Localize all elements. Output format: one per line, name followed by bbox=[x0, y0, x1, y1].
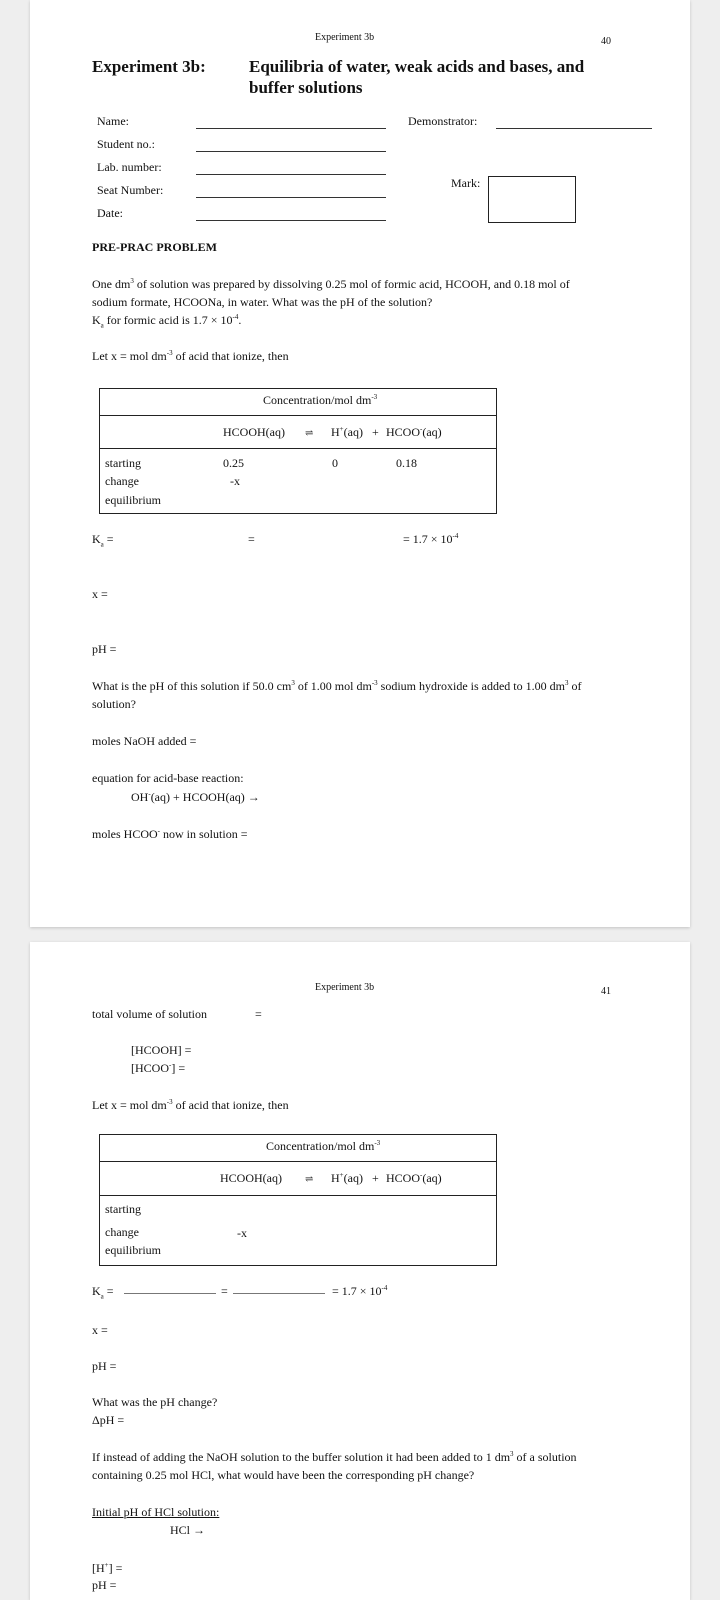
table-divider bbox=[99, 415, 497, 416]
row-label-change: change bbox=[105, 1225, 139, 1239]
start-formate-value: 0.18 bbox=[396, 456, 417, 470]
species-formate: HCOO-(aq) bbox=[386, 425, 442, 439]
page-number: 40 bbox=[601, 36, 611, 47]
species-formate: HCOO-(aq) bbox=[386, 1171, 442, 1185]
question-2-line-1: What is the pH of this solution if 50.0 $cm^3$ of 1.00 mol $dm^{-3}$ sodium hydroxide is added to 1.00 $dm^3$ of bbox=[92, 679, 582, 693]
student-no-label: Student no.: bbox=[97, 137, 156, 151]
start-h-plus-value: 0 bbox=[332, 456, 338, 470]
name-field[interactable] bbox=[196, 128, 386, 129]
question-3-line-1: If instead of adding the NaOH solution to the buffer solution it had been added to 1 $dm^3$ of a solution bbox=[92, 1450, 577, 1464]
species-hcooh: HCOOH(aq) bbox=[223, 425, 285, 439]
row-label-starting: starting bbox=[105, 1202, 141, 1216]
date-label: Date: bbox=[97, 206, 123, 220]
plus-sign: + bbox=[372, 425, 379, 439]
ka-expression: $K_a$ = bbox=[92, 1284, 114, 1301]
ph-equals: pH = bbox=[92, 1359, 117, 1373]
plus-sign: + bbox=[372, 1171, 379, 1185]
demonstrator-label: Demonstrator: bbox=[408, 114, 478, 128]
let-x-statement: Let x = mol $dm^{-3}$ of acid that ionize, then bbox=[92, 1098, 289, 1112]
lab-number-field[interactable] bbox=[196, 174, 386, 175]
ph-equals: pH = bbox=[92, 642, 117, 656]
running-header: Experiment 3b bbox=[315, 32, 375, 43]
species-hcooh: HCOOH(aq) bbox=[220, 1171, 282, 1185]
hcl-dissociation: HCl → bbox=[170, 1523, 206, 1537]
document-page-40 bbox=[30, 0, 690, 927]
mark-box[interactable] bbox=[488, 176, 576, 223]
change-hcooh-value: -x bbox=[230, 474, 240, 488]
x-equals: x = bbox=[92, 1323, 108, 1337]
equilibrium-arrow-icon: ⇌ bbox=[305, 428, 314, 439]
title-label: Experiment 3b: bbox=[92, 57, 206, 76]
student-no-field[interactable] bbox=[196, 151, 386, 152]
table-header: Concentration/mol $dm^{-3}$ bbox=[263, 393, 378, 407]
problem-line-3: $K_a$ for formic acid is $1.7 \times 10^{-4}$. bbox=[92, 313, 242, 330]
section-heading: PRE-PRAC PROBLEM bbox=[92, 240, 217, 254]
ka-expression: $K_a$ = bbox=[92, 532, 114, 549]
initial-ph-heading: Initial pH of HCl solution: bbox=[92, 1505, 220, 1519]
moles-formate-now: moles HCOO- now in solution = bbox=[92, 827, 248, 841]
problem-line-2: sodium formate, HCOONa, in water. What was the pH of the solution? bbox=[92, 295, 433, 309]
question-3-line-2: containing 0.25 mol HCl, what would have been the corresponding pH change? bbox=[92, 1468, 475, 1482]
change-hcooh-value: -x bbox=[237, 1226, 247, 1240]
ka-equals: = bbox=[248, 532, 255, 546]
question-2-line-2: solution? bbox=[92, 697, 136, 711]
title-line-1: Equilibria of water, weak acids and bases, and bbox=[249, 57, 585, 76]
final-ph: pH = bbox=[92, 1578, 117, 1592]
numerator-blank[interactable] bbox=[124, 1293, 216, 1294]
demonstrator-field[interactable] bbox=[496, 128, 652, 129]
x-equals: x = bbox=[92, 587, 108, 601]
hcooh-concentration: [HCOOH] = bbox=[131, 1043, 192, 1057]
row-label-equilibrium: equilibrium bbox=[105, 493, 161, 507]
title-line-2: buffer solutions bbox=[249, 78, 363, 97]
row-label-equilibrium: equilibrium bbox=[105, 1243, 161, 1257]
total-volume-label: total volume of solution bbox=[92, 1007, 207, 1021]
seat-number-label: Seat Number: bbox=[97, 183, 164, 197]
let-x-statement: Let x = mol $dm^{-3}$ of acid that ionize, then bbox=[92, 349, 289, 363]
running-header: Experiment 3b bbox=[315, 982, 375, 993]
reaction-equation: OH-(aq) + HCOOH(aq) → bbox=[131, 790, 260, 804]
ka-value: = $1.7 \times 10^{-4}$ bbox=[332, 1284, 388, 1298]
ka-equals: = bbox=[221, 1284, 228, 1298]
document-page-41 bbox=[30, 942, 690, 1600]
equilibrium-arrow-icon: ⇌ bbox=[305, 1174, 314, 1185]
row-label-starting: starting bbox=[105, 456, 141, 470]
table-header: Concentration/mol $dm^{-3}$ bbox=[266, 1139, 381, 1153]
problem-line-1: One $dm^3$ of solution was prepared by dissolving 0.25 mol of formic acid, HCOOH, and 0.18 mol of bbox=[92, 277, 570, 291]
equation-heading: equation for acid-base reaction: bbox=[92, 771, 244, 785]
species-h-plus: H+(aq) bbox=[331, 1171, 363, 1185]
page-number: 41 bbox=[601, 986, 611, 997]
ph-change-question: What was the pH change? bbox=[92, 1395, 218, 1409]
seat-number-field[interactable] bbox=[196, 197, 386, 198]
ka-value: = $1.7 \times 10^{-4}$ bbox=[403, 532, 459, 546]
denominator-blank[interactable] bbox=[233, 1293, 325, 1294]
moles-naoh-added: moles NaOH added = bbox=[92, 734, 197, 748]
formate-concentration: [HCOO-] = bbox=[131, 1061, 186, 1075]
h-plus-concentration: [H+] = bbox=[92, 1561, 123, 1575]
delta-ph: ΔpH = bbox=[92, 1413, 125, 1427]
mark-label: Mark: bbox=[451, 176, 481, 190]
lab-number-label: Lab. number: bbox=[97, 160, 162, 174]
start-hcooh-value: 0.25 bbox=[223, 456, 244, 470]
total-volume-equals: = bbox=[255, 1007, 262, 1021]
date-field[interactable] bbox=[196, 220, 386, 221]
name-label: Name: bbox=[97, 114, 129, 128]
table-divider bbox=[99, 1161, 497, 1162]
species-h-plus: H+(aq) bbox=[331, 425, 363, 439]
table-divider bbox=[99, 448, 497, 449]
row-label-change: change bbox=[105, 474, 139, 488]
table-divider bbox=[99, 1195, 497, 1196]
